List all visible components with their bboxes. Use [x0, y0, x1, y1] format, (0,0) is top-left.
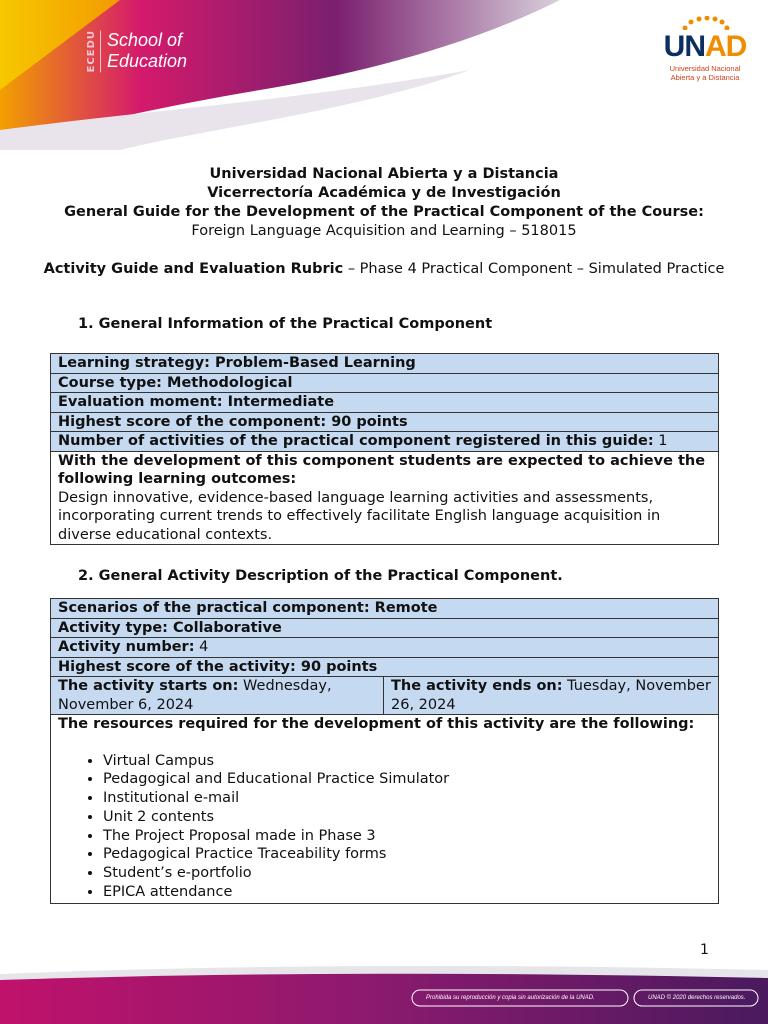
learning-outcomes-text: Design innovative, evidence-based language learning activities and assessments, incorporating current trends to effectively facilitate English language acquisition in diverse educational contexts. [58, 489, 661, 543]
list-item: • Pedagogical Practice Traceability forms [103, 845, 711, 864]
activity-number-value: 4 [194, 639, 209, 655]
number-of-activities-cell [51, 432, 719, 452]
activity-guide-rest: – Phase 4 Practical Component – Simulated Practice [343, 261, 725, 277]
list-item: • EPICA attendance [103, 883, 711, 902]
activity-start-label: The activity starts on: [58, 678, 239, 694]
activity-guide-line [40, 260, 728, 279]
footer-notice: Prohibida su reproducción y copia sin autorización de la UNAD. [426, 995, 595, 1001]
document-titles [0, 165, 768, 241]
activity-description-table [50, 598, 719, 904]
activity-start-cell [51, 677, 384, 715]
activity-number-label: Activity number: [58, 639, 195, 655]
unad-subtitle-2: Abierta y a Distancia [670, 73, 740, 82]
evaluation-moment-cell: Evaluation moment: Intermediate [51, 393, 719, 413]
resources-list [58, 752, 711, 902]
unad-subtitle-1: Universidad Nacional [669, 64, 741, 73]
header-banner [0, 0, 768, 150]
resources-label: The resources required for the development of this activity are the following: [58, 716, 695, 732]
list-item: • Institutional e-mail [103, 789, 711, 808]
title-general-guide: General Guide for the Development of the Practical Component of the Course: [64, 204, 704, 220]
unad-logo [655, 16, 755, 82]
page-number: 1 [700, 942, 709, 958]
school-line2: Education [107, 51, 188, 72]
highest-score-component-cell: Highest score of the component: 90 points [51, 412, 719, 432]
learning-outcomes-cell [51, 451, 719, 545]
activity-guide-bold: Activity Guide and Evaluation Rubric [43, 261, 344, 277]
activity-end-value: Tuesday, November 26, 2024 [391, 678, 711, 713]
activity-start-value: Wednesday, November 6, 2024 [58, 678, 332, 713]
unad-wordmark-ad: AD [705, 30, 747, 63]
activity-number-cell [51, 638, 719, 658]
title-course: Foreign Language Acquisition and Learning – 518015 [191, 223, 577, 239]
ecedu-label: ECEDU [86, 30, 101, 72]
scenarios-cell: Scenarios of the practical component: Remote [51, 599, 719, 619]
highest-score-activity-cell: Highest score of the activity: 90 points [51, 657, 719, 677]
course-type-cell: Course type: Methodological [51, 373, 719, 393]
section2-heading: 2. General Activity Description of the Practical Component. [78, 568, 563, 584]
unad-dots-icon [675, 16, 735, 30]
list-item: • Virtual Campus [103, 752, 711, 771]
activity-type-cell: Activity type: Collaborative [51, 618, 719, 638]
learning-strategy-cell: Learning strategy: Problem-Based Learning [51, 354, 719, 374]
section1-heading: 1. General Information of the Practical Component [78, 316, 493, 332]
activity-end-cell [384, 677, 719, 715]
list-item: • The Project Proposal made in Phase 3 [103, 827, 711, 846]
unad-wordmark-un: UN [663, 30, 705, 63]
title-university: Universidad Nacional Abierta y a Distancia [209, 166, 559, 182]
list-item: • Student’s e-portfolio [103, 864, 711, 883]
list-item: • Pedagogical and Educational Practice Simulator [103, 770, 711, 789]
number-of-activities-value: 1 [653, 433, 668, 449]
activity-end-label: The activity ends on: [391, 678, 563, 694]
title-vicerrectoria: Vicerrectoría Académica y de Investigación [207, 185, 561, 201]
footer-copyright: UNAD © 2020 derechos reservados. [648, 995, 746, 1001]
resources-cell [51, 715, 719, 904]
learning-outcomes-label: With the development of this component students are expected to achieve the following learning outcomes: [58, 452, 706, 487]
list-item: • Unit 2 contents [103, 808, 711, 827]
school-line1: School of [107, 30, 183, 51]
number-of-activities-label: Number of activities of the practical component registered in this guide: [58, 433, 654, 449]
school-of-education-logo [86, 30, 187, 72]
footer-banner [0, 960, 768, 1024]
general-info-table [50, 353, 719, 545]
